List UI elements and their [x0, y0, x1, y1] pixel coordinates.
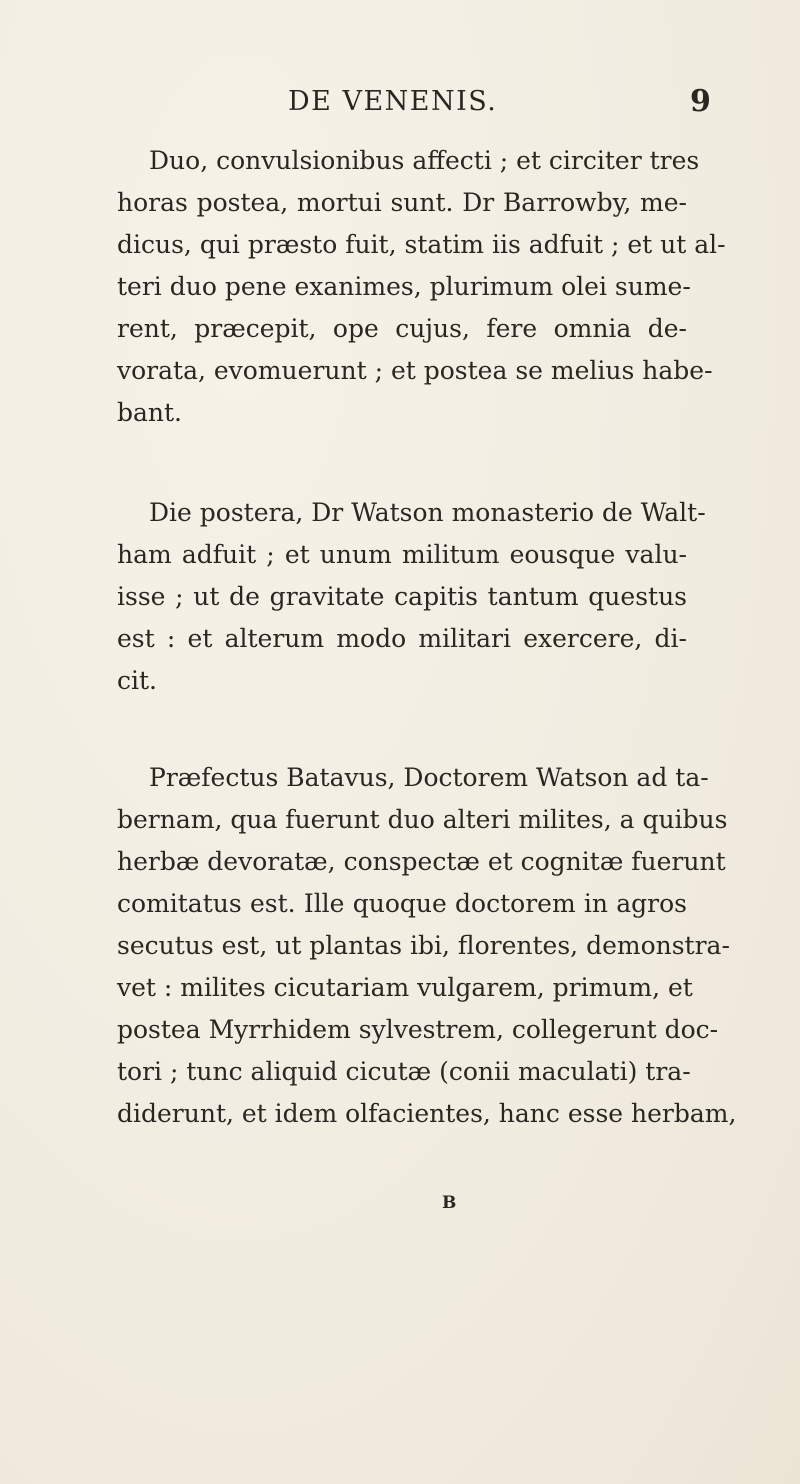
text-line: postea Myrrhidem sylvestrem, collegerunt doc-: [117, 1015, 719, 1044]
text-line: tori ; tunc aliquid cicutæ (conii maculati) tra-: [117, 1057, 691, 1086]
signature-mark: B: [442, 1193, 457, 1213]
text-line: dicus, qui præsto fuit, statim iis adfuit ; et ut al-: [117, 230, 726, 259]
text-line: cit.: [117, 666, 157, 695]
paragraph-3: [117, 757, 737, 1135]
text-line: teri duo pene exanimes, plurimum olei sume-: [117, 272, 691, 301]
page-header: [0, 86, 800, 126]
text-line: Præfectus Batavus, Doctorem Watson ad ta-: [149, 763, 709, 792]
text-line: vorata, evomuerunt ; et postea se melius habe-: [117, 356, 713, 385]
paragraph-2: [117, 492, 706, 702]
text-line: secutus est, ut plantas ibi, florentes, demonstra-: [117, 931, 730, 960]
text-line: diderunt, et idem olfacientes, hanc esse herbam,: [117, 1099, 737, 1128]
paragraph-1: [117, 140, 726, 434]
text-line: est : et alterum modo militari exercere, di-: [117, 624, 687, 653]
text-line: isse ; ut de gravitate capitis tantum questus: [117, 582, 687, 611]
text-line: horas postea, mortui sunt. Dr Barrowby, me-: [117, 188, 687, 217]
text-line: bernam, qua fuerunt duo alteri milites, a quibus: [117, 805, 728, 834]
running-title: DE VENENIS.: [288, 86, 498, 117]
text-line: comitatus est. Ille quoque doctorem in agros: [117, 889, 687, 918]
page-number: 9: [690, 84, 711, 119]
text-line: bant.: [117, 398, 183, 427]
text-line: herbæ devoratæ, conspectæ et cognitæ fuerunt: [117, 847, 726, 876]
text-line: ham adfuit ; et unum militum eousque valu-: [117, 540, 687, 569]
text-line: Duo, convulsionibus affecti ; et circiter tres: [149, 146, 700, 175]
text-line: Die postera, Dr Watson monasterio de Walt-: [149, 498, 706, 527]
text-line: rent, præcepit, ope cujus, fere omnia de-: [117, 314, 687, 343]
text-line: vet : milites cicutariam vulgarem, primum, et: [117, 973, 693, 1002]
